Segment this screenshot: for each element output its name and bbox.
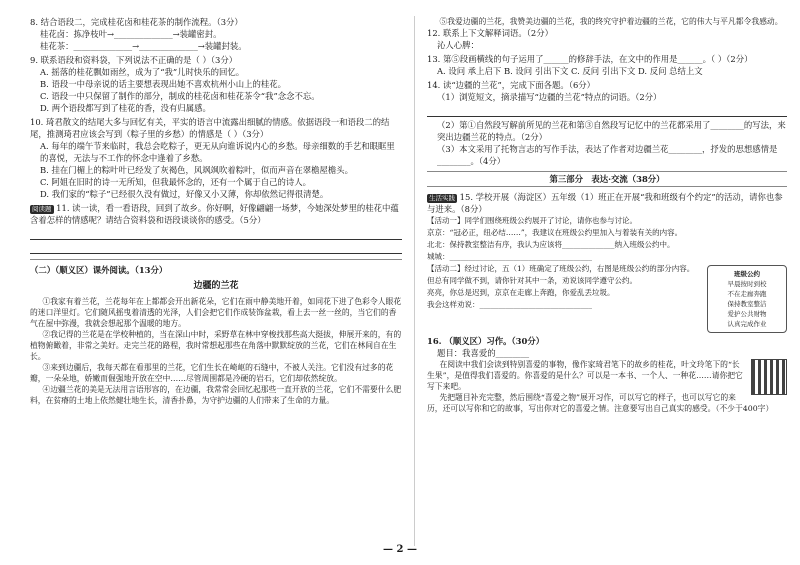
question-9-option-a: A. 摇落的桂花飘如雨丝，成为了“我”儿时快乐的回忆。 [40, 67, 245, 77]
question-10 [30, 116, 402, 200]
class-rule-item: 保持教室整洁 [727, 300, 767, 308]
passage-paragraph-3: ③来到边疆后，我每天都在看那里的兰花，它们生长在崎岖的石缝中，不被人关注。它们没有过多的花瓣，一朵朵地，娇嫩而倔强地开放在空中……尽管周围都是冷硬的岩石，它们却依然绽放。 [30, 363, 394, 383]
question-11-title [30, 202, 402, 226]
speaker-beibei: 北北：保持教室整洁有序，我认为应该将______________纳入班级公约中。 [427, 240, 675, 249]
question-16-title: 16. （顺义区）习作。（30分） [427, 336, 545, 346]
passage-paragraph-2: ②我记得的兰花是在学校种植的，当在深山中时，采野草在林中穿梭找那些高大挺拔，伸展开来的，有的植物俯瞰着，非常之美好。走完兰花的路程，我时常想起那些在角落中默默绽放的兰花，它们在林间自在生长。 [30, 330, 402, 361]
question-10-option-c: C. 阿姐在旧时的诗一无所知，但我最怀念的，还有一个属于自己的诗人。 [40, 177, 312, 187]
question-15-text: 15. 学校开展（海淀区）五年级（1）班正在开展“我和班级有个约定”的活动，请你也参与进来。（8分） [427, 192, 783, 214]
question-14-sub-1: （1）浏览短文，摘录描写“边疆的兰花”特点的词语。（2分） [437, 92, 662, 102]
class-rule-item: 不在走廊奔跑 [727, 290, 767, 298]
question-13-options: A. 设问 承上启下 B. 设问 引出下文 C. 反问 引出下文 D. 反问 总结上文 [437, 66, 703, 76]
question-8-line-2: 桂花茶：______________→______________→装罐封装。 [40, 41, 247, 51]
answer-line[interactable] [427, 105, 787, 117]
question-10-option-b: B. 挂在门楣上的粽叶叶已经发了灰褐色，风飒飒吹着粽叶，似而声音在翠檐屋檐头。 [40, 165, 353, 175]
right-column [414, 16, 787, 546]
question-9-option-d: D. 两个语段都写到了桂花的香，没有归属感。 [40, 103, 211, 113]
passage-paragraph-5: ⑤我爱边疆的兰花，我赞美边疆的兰花，我的终究守护着边疆的兰花，它的伟大与平凡都令我感动。 [439, 17, 783, 26]
question-10-option-d: D. 我们家的“粽子”已经很久没有做过，好像又小又薄，你却依然记得很清楚。 [40, 189, 329, 199]
activity-one: 【活动一】同学们围绕班级公约展开了讨论，请你也参与讨论。 [427, 216, 637, 225]
question-10-title: 10. 琦君散文的结尾大多与回忆有关，平实的语言中流露出细腻的情感。依据语段一和语段二的结尾，推测琦君应该会写到（粽子里的乡愁）的情感是（ ）（3分） [30, 117, 390, 139]
question-15-tag: 生活实践 [429, 194, 455, 202]
answer-line[interactable] [30, 228, 402, 240]
question-9-option-b: B. 语段一中母亲说的话主要想表现出她不喜欢杭州小山上的桂花。 [40, 79, 286, 89]
question-12-word: 沁人心脾： [437, 40, 479, 50]
question-14-sub-3: （3）本文采用了托物言志的写作手法，表达了作者对边疆兰花________，抒发的思想感情是________。（4分） [437, 144, 778, 166]
passage-title: 边疆的兰花 [193, 281, 239, 291]
activity-two-answer: 我会这样劝说：______________________________ [427, 300, 592, 309]
speaker-chengcheng: 城城：______________________________________ [427, 252, 592, 261]
question-9 [30, 54, 402, 114]
passage-paragraph-4: ④边疆兰花的美是无法用言语形容的，在边疆，我常常会回忆起那些一直开放的兰花，它们不需要什么肥料，在贫瘠的土地上依然健壮地生长，清香扑鼻，为守护边疆的人们带来了生命的力量。 [30, 385, 402, 405]
question-9-option-c: C. 语段一中只保留了制作的部分，制成的桂花卤和桂花茶令“我”念念不忘。 [40, 91, 320, 101]
question-14 [427, 79, 787, 167]
question-10-option-a: A. 每年的端午节来临时，我总会吃粽子，更无从向谁诉说内心的乡愁。母亲细数的手艺和眼眶里 [40, 141, 395, 151]
class-rules-title: 班级公约 [734, 270, 760, 278]
question-12-title: 12. 联系上下文解释词语。（2分） [427, 28, 553, 38]
question-13 [427, 53, 787, 77]
question-8-line-1: 桂花卤：拣净枝叶→______________→装罐密封。 [40, 29, 222, 39]
question-11 [30, 202, 402, 254]
essay-prompt-1: 在阅读中我们会读到特别喜爱的事物，像作家琦君笔下的故乡的桂花，叶文玲笔下的“长生果”，是值得我们喜爱的。你喜爱的是什么？可以是一本书、一个人、一种花……请你把它写下来吧。 [427, 360, 743, 391]
essay-prompt-2: 先把题目补充完整，然后围绕“喜爱之物”展开习作，可以写它的样子，也可以写它的来历，还可以写你和它的故事，写出你对它的喜爱之情。注意要写出自己真实的感受。（不少于400字） [427, 393, 774, 413]
class-rule-item: 早晨按时到校 [727, 280, 767, 288]
activity-two: 【活动二】经过讨论，五（1）班确定了班级公约，右图是班级公约的部分内容。但总有同学做不到，请你针对其中一条，劝说该同学遵守公约。 [427, 264, 695, 285]
question-12 [427, 27, 787, 51]
question-14-title: 14. 读“边疆的兰花”，完成下面各题。（6分） [427, 80, 596, 90]
question-11-tag: 阅读题 [32, 205, 52, 213]
question-8 [30, 16, 402, 52]
question-9-title: 9. 联系语段和资料袋，下列说法不正确的是（ ）（3分） [30, 55, 238, 65]
section-divider [30, 258, 402, 260]
class-rule-item: 爱护公共财物 [727, 310, 767, 318]
question-13-title: 13. 第⑤段画横线的句子运用了______的修辞手法，在文中的作用是______。（ ）（2分） [427, 54, 753, 64]
question-10-option-a2: 的喜悦，无法与不工作的怀念中逢着了乡愁。 [40, 153, 208, 163]
qr-code-icon [751, 359, 787, 395]
answer-line[interactable] [30, 242, 402, 254]
question-15 [427, 191, 787, 328]
passage-paragraph-1: ①我家有着兰花，兰花每年在上都都会开出新花朵，它们在雨中静美地开着，如同花下进了色彩令人眼花的迷口洋里灯。它们随风摇曳着清透的光泽，人们会把它们作成装饰盆栽，看上去一丝一丝的，当它们的香气在屋中弥漫，我就会想起那个温暖的地方。 [30, 297, 402, 328]
speaker-jingjing: 京京：“冠必正，纽必结……”，我建议在班级公约里加入与着装有关的内容。 [427, 228, 683, 237]
question-15-title [427, 191, 787, 215]
essay-topic: 题目：我喜爱的________ [437, 348, 530, 358]
question-11-text: 11. 读一读，看一看语段，回到了故乡。你好啊，好像翩翩一场梦，今她深处梦里的桂花中蕴含着怎样的情感呢？请结合资料袋和语段谈谈你的感受。（5分） [30, 203, 399, 225]
page-number: — 2 — [383, 544, 417, 555]
class-rules-box [707, 265, 787, 333]
class-rule-item: 认真完成作业 [727, 320, 767, 328]
question-14-sub-2: （2）第①自然段写解前所见的兰花和第③自然段写记忆中的兰花都采用了________的写法，来突出边疆兰花的特点。（2分） [437, 120, 786, 142]
part-three-heading: 第三部分 表达·交流（38分） [427, 171, 787, 187]
part-two-heading: （二）（顺义区）课外阅读。（13分） [30, 265, 168, 275]
left-column [30, 16, 402, 546]
question-16 [427, 335, 787, 414]
question-8-title: 8. 结合语段二，完成桂花卤和桂花茶的制作流程。（3分） [30, 17, 243, 27]
activity-two-scenario: 亮亮，你总是迟到，京京在走廊上奔跑，你爱乱丢垃圾。 [427, 288, 615, 297]
